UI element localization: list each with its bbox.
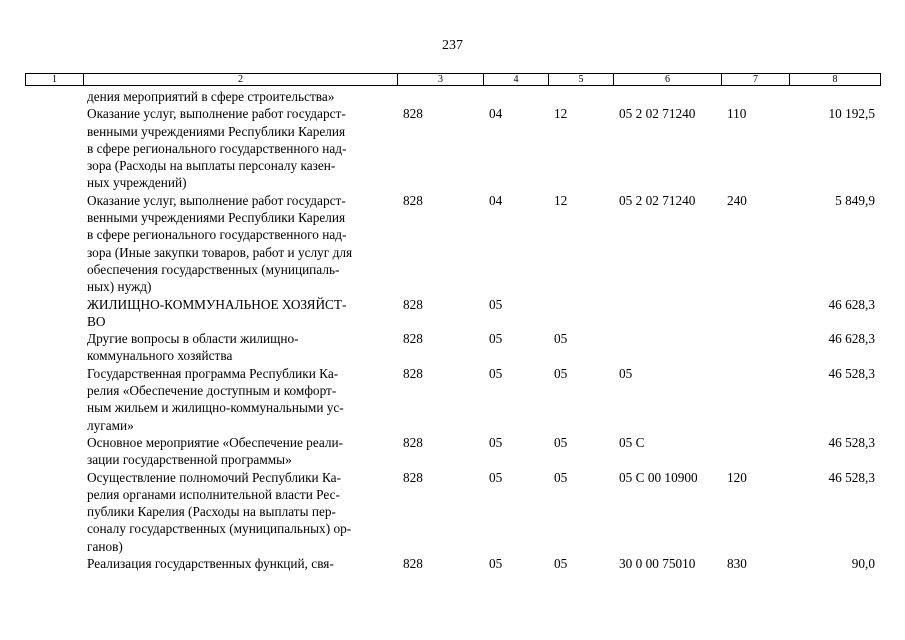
description-line: в сфере регионального государственного над- xyxy=(87,227,347,243)
row-number-cell xyxy=(25,555,83,572)
table-row xyxy=(25,555,880,572)
subsection-code-cell: 05 xyxy=(554,434,568,450)
table-row xyxy=(25,88,880,105)
description-line: Осуществление полномочий Республики Ка- xyxy=(87,469,342,485)
target-article-cell: 05 С 00 10900 xyxy=(619,469,698,485)
ministry-code-cell: 828 xyxy=(403,556,423,572)
expense-type-cell xyxy=(721,330,789,365)
amount-cell: 5 849,9 xyxy=(835,192,875,208)
section-code-cell: 05 xyxy=(489,556,503,572)
ministry-code-cell: 828 xyxy=(403,296,423,312)
expense-type-cell: 830 xyxy=(727,556,747,572)
subsection-code-cell xyxy=(548,296,613,331)
budget-table xyxy=(25,88,880,572)
description-cell xyxy=(83,555,397,572)
ministry-code-cell xyxy=(397,88,483,105)
section-code-cell: 05 xyxy=(489,296,503,312)
description-line: ным жильем и жилищно-коммунальными ус- xyxy=(87,400,344,416)
subsection-code-cell: 12 xyxy=(554,192,568,208)
target-article-cell xyxy=(613,88,721,105)
expense-type-cell xyxy=(721,365,789,434)
section-code-cell: 05 xyxy=(489,434,503,450)
amount-cell: 90,0 xyxy=(851,556,875,572)
expense-type-cell: 110 xyxy=(727,106,747,122)
expense-type-cell: 240 xyxy=(727,192,747,208)
description-cell xyxy=(83,330,397,365)
ministry-code-cell: 828 xyxy=(403,434,423,450)
ministry-code-cell: 828 xyxy=(403,469,423,485)
section-code-cell: 05 xyxy=(489,331,503,347)
description-line: Оказание услуг, выполнение работ государст- xyxy=(87,106,346,122)
description-cell xyxy=(83,365,397,434)
row-number-cell xyxy=(25,434,83,469)
description-line: Основное мероприятие «Обеспечение реали- xyxy=(87,434,344,450)
section-code-cell xyxy=(483,88,548,105)
expense-type-cell xyxy=(721,296,789,331)
subsection-code-cell: 05 xyxy=(554,556,568,572)
description-cell xyxy=(83,88,397,105)
subsection-code-cell xyxy=(548,88,613,105)
description-line: в сфере регионального государственного над- xyxy=(87,140,347,156)
table-row xyxy=(25,434,880,469)
amount-cell: 46 528,3 xyxy=(828,365,875,381)
description-line: венными учреждениями Республики Карелия xyxy=(87,210,346,226)
subsection-code-cell: 05 xyxy=(554,365,568,381)
description-line: релия органами исполнительной власти Рес- xyxy=(87,486,340,502)
column-header-table xyxy=(25,73,881,86)
target-article-cell: 05 С xyxy=(619,434,645,450)
description-cell xyxy=(83,434,397,469)
table-row xyxy=(25,105,880,191)
target-article-cell: 05 xyxy=(619,365,633,381)
column-header-row xyxy=(26,74,881,86)
description-cell xyxy=(83,296,397,331)
section-code-cell: 05 xyxy=(489,469,503,485)
section-code-cell: 04 xyxy=(489,192,503,208)
row-number-cell xyxy=(25,192,83,296)
description-line: Оказание услуг, выполнение работ государст- xyxy=(87,192,346,208)
ministry-code-cell: 828 xyxy=(403,192,423,208)
ministry-code-cell: 828 xyxy=(403,331,423,347)
table-row xyxy=(25,469,880,555)
description-line: зора (Расходы на выплаты персоналу казен- xyxy=(87,158,336,174)
column-header-3: 3 xyxy=(398,74,484,86)
target-article-cell xyxy=(613,296,721,331)
description-line: лугами» xyxy=(87,417,134,433)
subsection-code-cell: 05 xyxy=(554,331,568,347)
page-number: 237 xyxy=(442,38,463,53)
description-line: ВО xyxy=(87,313,106,329)
description-cell xyxy=(83,192,397,296)
row-number-cell xyxy=(25,365,83,434)
amount-cell: 46 628,3 xyxy=(828,331,875,347)
expense-type-cell xyxy=(721,434,789,469)
description-line: соналу государственных (муниципальных) ор- xyxy=(87,521,352,537)
description-cell xyxy=(83,469,397,555)
table-body xyxy=(25,88,880,572)
ministry-code-cell: 828 xyxy=(403,106,423,122)
description-line: дения мероприятий в сфере строительства» xyxy=(87,89,335,104)
table-row xyxy=(25,365,880,434)
description-line: ных учреждений) xyxy=(87,175,187,191)
description-line: ЖИЛИЩНО-КОММУНАЛЬНОЕ ХОЗЯЙСТ- xyxy=(87,296,347,312)
description-line: Государственная программа Республики Ка- xyxy=(87,365,339,381)
column-header-8: 8 xyxy=(790,74,881,86)
description-line: обеспечения государственных (муниципаль- xyxy=(87,261,340,277)
row-number-cell xyxy=(25,296,83,331)
row-number-cell xyxy=(25,88,83,105)
section-code-cell: 04 xyxy=(489,106,503,122)
description-line: венными учреждениями Республики Карелия xyxy=(87,123,346,139)
amount-cell xyxy=(789,88,880,105)
description-line: Другие вопросы в области жилищно- xyxy=(87,331,299,347)
description-line: Реализация государственных функций, свя- xyxy=(87,556,334,572)
target-article-cell xyxy=(613,330,721,365)
description-line: публики Карелия (Расходы на выплаты пер- xyxy=(87,504,336,520)
amount-cell: 46 528,3 xyxy=(828,434,875,450)
target-article-cell: 05 2 02 71240 xyxy=(619,106,696,122)
description-line: ганов) xyxy=(87,538,123,554)
description-cell xyxy=(83,105,397,191)
table-row xyxy=(25,296,880,331)
target-article-cell: 30 0 00 75010 xyxy=(619,556,696,572)
column-header-4: 4 xyxy=(484,74,549,86)
description-line: релия «Обеспечение доступным и комфорт- xyxy=(87,383,337,399)
expense-type-cell xyxy=(721,88,789,105)
target-article-cell: 05 2 02 71240 xyxy=(619,192,696,208)
description-line: коммунального хозяйства xyxy=(87,348,233,364)
section-code-cell: 05 xyxy=(489,365,503,381)
row-number-cell xyxy=(25,469,83,555)
column-header-2: 2 xyxy=(84,74,398,86)
amount-cell: 10 192,5 xyxy=(828,106,875,122)
column-header-7: 7 xyxy=(722,74,790,86)
table-row xyxy=(25,330,880,365)
amount-cell: 46 628,3 xyxy=(828,296,875,312)
row-number-cell xyxy=(25,330,83,365)
column-header-6: 6 xyxy=(614,74,722,86)
description-line: ных) нужд) xyxy=(87,279,152,295)
row-number-cell xyxy=(25,105,83,191)
table-row xyxy=(25,192,880,296)
amount-cell: 46 528,3 xyxy=(828,469,875,485)
subsection-code-cell: 05 xyxy=(554,469,568,485)
ministry-code-cell: 828 xyxy=(403,365,423,381)
subsection-code-cell: 12 xyxy=(554,106,568,122)
description-line: зации государственной программы» xyxy=(87,452,292,468)
description-line: зора (Иные закупки товаров, работ и услуг для xyxy=(87,244,353,260)
expense-type-cell: 120 xyxy=(727,469,747,485)
column-header-5: 5 xyxy=(549,74,614,86)
column-header-1: 1 xyxy=(26,74,84,86)
